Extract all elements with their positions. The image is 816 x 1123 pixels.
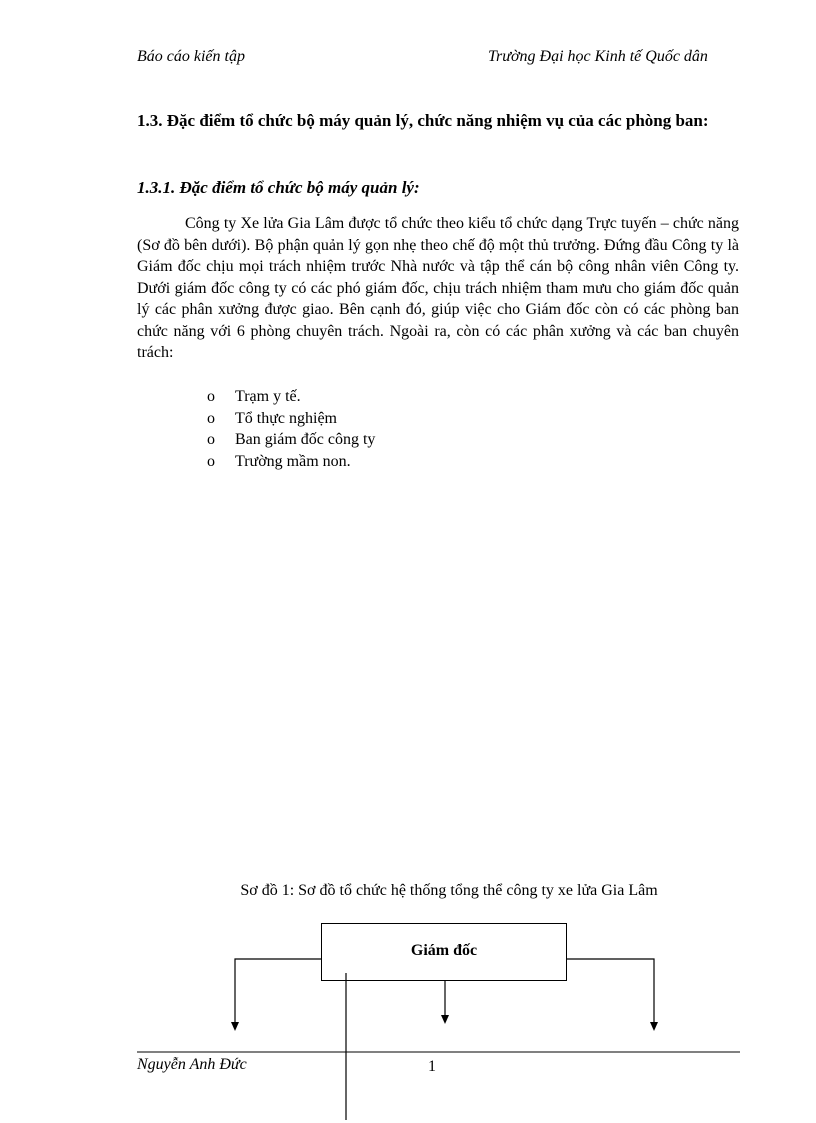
bullet-marker: o [207, 431, 215, 448]
header-right-text: Trường Đại học Kinh tế Quốc dân [488, 48, 708, 65]
left-connector-line [235, 959, 321, 1025]
right-arrow-icon [650, 1022, 658, 1031]
list-item-text: Trạm y tế. [235, 388, 301, 405]
list-item-text: Trường mầm non. [235, 452, 351, 470]
footer-author: Nguyễn Anh Đức [137, 1056, 247, 1073]
director-box-label: Giám đốc [410, 942, 478, 959]
middle-arrow-icon [441, 1015, 449, 1024]
header-left-text: Báo cáo kiến tập [137, 48, 245, 65]
bullet-marker: o [207, 452, 215, 470]
page-number: 1 [428, 1058, 436, 1075]
bullet-marker: o [207, 388, 215, 405]
section-title: 1.3. Đặc điểm tổ chức bộ máy quản lý, chức năng nhiệm vụ của các phòng ban: [137, 111, 709, 130]
diagram-caption: Sơ đồ 1: Sơ đồ tổ chức hệ thống tổng thể công ty xe lửa Gia Lâm [240, 882, 658, 899]
list-item-text: Tổ thực nghiệm [235, 409, 337, 427]
list-item-text: Ban giám đốc công ty [235, 431, 376, 448]
subsection-title: 1.3.1. Đặc điểm tổ chức bộ máy quản lý: [137, 178, 420, 197]
left-arrow-icon [231, 1022, 239, 1031]
right-connector-line [567, 959, 654, 1025]
bullet-marker: o [207, 409, 215, 427]
body-paragraph: Công ty Xe lửa Gia Lâm được tổ chức theo kiểu tổ chức dạng Trực tuyến – chức năng (Sơ đồ bên dưới). Bộ phận quản lý gọn nhẹ theo chế độ một thủ trưởng. Đứng đầu Công ty là Giám đốc chịu mọi trách nhiệm trước Nhà nước và tập thể cán bộ công nhân viên Công ty. Dưới giám đốc công ty có các phó giám đốc, chịu trách nhiệm tham mưu cho giám đốc quản lý các phân xưởng được giao. Bên cạnh đó, giúp việc cho Giám đốc còn có các phòng ban chức năng với 6 phòng chuyên trách. Ngoài ra, còn có các phân xưởng và các ban chuyên trách: [137, 215, 739, 361]
